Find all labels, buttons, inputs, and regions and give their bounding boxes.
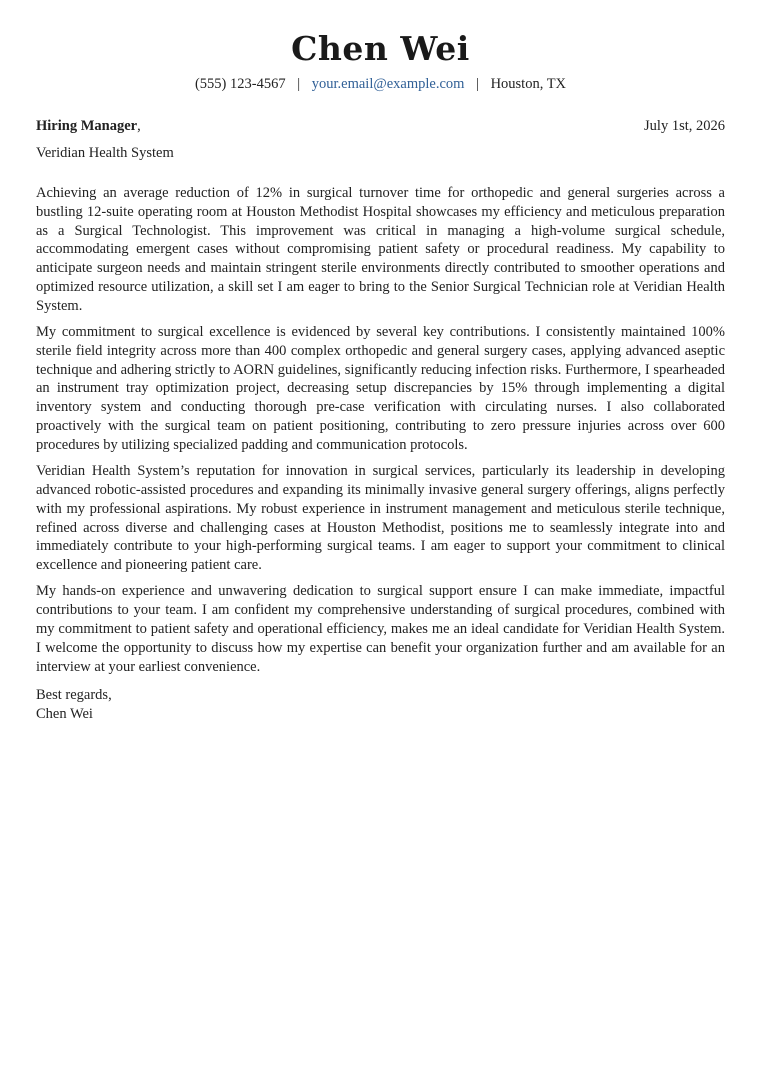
body-paragraph: My commitment to surgical excellence is evidenced by several key contributions. I consistently maintained 100% sterile field integrity across more than 400 complex orthopedic and general surgery cases, applying advanced aseptic technique and adhering strictly to AORN guidelines, significantly reducing infection risks. Furthermore, I spearheaded an instrument tray optimization project, decreasing setup discrepancies by 15% through implementing a digital inventory system and conducting thorough pre-case verification with circulating nurses. I also collaborated proactively with the surgical team on patient positioning, contributing to zero pressure injuries across over 600 procedures by utilizing specialized padding and communication protocols.	[36, 324, 725, 453]
phone-number: (555) 123-4567	[194, 76, 286, 92]
recipient-name: Hiring Manager	[36, 118, 138, 134]
separator: |	[476, 76, 479, 92]
applicant-name: Chen Wei	[291, 29, 470, 68]
cover-letter-page	[36, 0, 725, 724]
email-link[interactable]: your.email@example.com	[311, 76, 465, 92]
closing	[36, 686, 725, 724]
contact-line	[36, 75, 725, 93]
recipient-row	[36, 117, 725, 135]
body-paragraph: Achieving an average reduction of 12% in surgical turnover time for orthopedic and general surgeries across a bustling 12-suite operating room at Houston Methodist Hospital showcases my efficiency and meticulous preparation as a Surgical Technologist. This improvement was critical in managing a high-volume surgical schedule, accommodating emergent cases without compromising patient safety or procedural readiness. My capability to anticipate surgeon needs and maintain stringent sterile environments directly contributed to smoother operations and optimized resource utilization, a skill set I am eager to bring to the Senior Surgical Technician role at Veridian Health System.	[36, 185, 725, 314]
body-paragraph: My hands-on experience and unwavering dedication to surgical support ensure I can make immediate, impactful contributions to your team. I am confident my comprehensive understanding of surgical procedures, combined with my commitment to patient safety and operational efficiency, makes me an ideal candidate for Veridian Health System. I welcome the opportunity to discuss how my expertise can benefit your organization further and am available for an interview at your earliest convenience.	[36, 583, 725, 675]
body-paragraph: Veridian Health System’s reputation for innovation in surgical services, particularly its leadership in developing advanced robotic-assisted procedures and expanding its minimally invasive general surgery offerings, aligns perfectly with my professional aspirations. My robust experience in instrument management and meticulous sterile technique, refined across diverse and challenging cases at Houston Methodist, positions me to seamlessly integrate into and immediately contribute to your high-performing surgical teams. I am eager to support your commitment to clinical excellence and pioneering patient care.	[36, 463, 725, 574]
letter-date: July 1st, 2026	[644, 118, 725, 134]
salutation-suffix: ,	[137, 118, 141, 134]
separator: |	[297, 76, 301, 92]
signature: Chen Wei	[36, 706, 93, 723]
salutation	[36, 117, 141, 135]
sign-off: Best regards,	[36, 687, 112, 704]
letter-body	[36, 184, 725, 676]
recipient-company: Veridian Health System	[36, 145, 174, 161]
location: Houston, TX	[490, 76, 567, 92]
